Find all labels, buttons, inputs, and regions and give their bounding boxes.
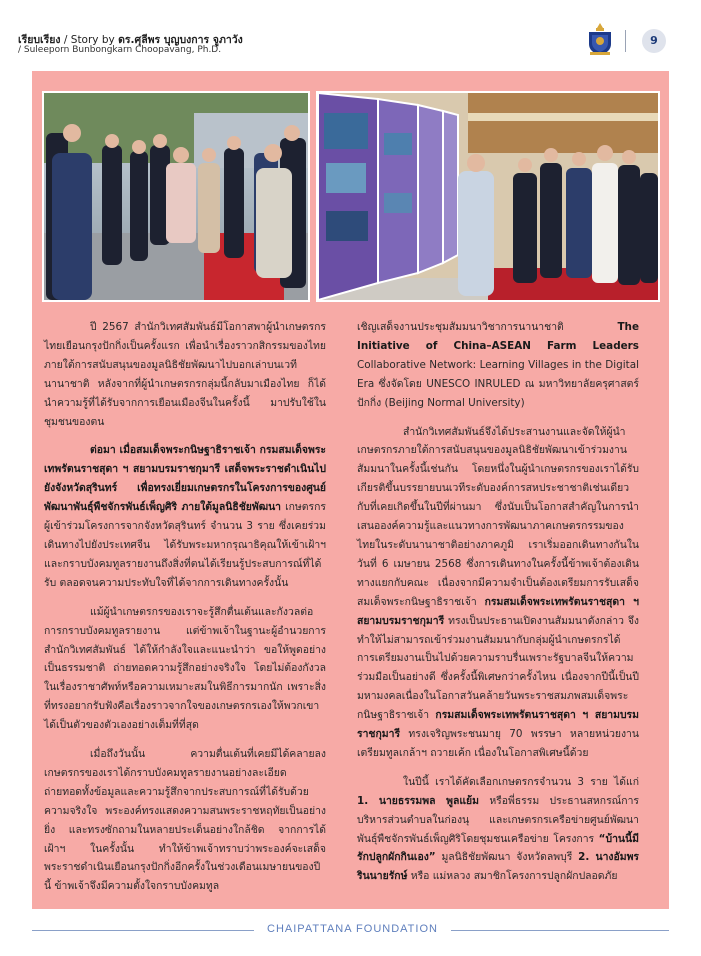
chaipattana-crest-icon (586, 22, 614, 56)
paragraph-text: ทรงเป็นประธานเปิดงานสัมมนาดังกล่าว จึงทำให้ไม่สามารถเข้าร่วมงานสัมมนากับกลุ่มผู้นำเกษตรกรได้ การเตรียมงานเป็นไปด้วยความราบรื่นเพราะรัฐบาลจีนให้ความร่วมมือเป็นอย่างดี ซึ่งครั้งนี้พิเศษกว่าครั้งไหน เนื่องจากปีนี้เป็นปีมหามงคลเนื่องในโอกาสวันคล้ายวันพระราชสมภพสมเด็จพระกนิษฐาธิราชเจ้า (357, 614, 639, 722)
paragraph (44, 441, 326, 592)
paragraph-text-bold: The Initiative of China–ASEAN Farm Leaders (357, 321, 639, 352)
paragraph-text-bold: กรมสมเด็จพระเทพรัตนราชสุดา ฯ สยามบรมราชกุมารี (357, 595, 639, 627)
footer-rule-left (32, 930, 254, 931)
story-label: เรียบเรียง (18, 34, 61, 46)
photo-delegation-group (42, 91, 310, 302)
article-column-left (44, 318, 326, 896)
paragraph-text: เชิญเสด็จงานประชุมสัมมนาวิชาการนานาชาติ (357, 321, 618, 333)
paragraph (357, 423, 639, 763)
paragraph-text: ปี 2567 สำนักวิเทศสัมพันธ์มีโอกาสพาผู้นำเกษตรกรไทยเยือนกรุงปักกิ่งเป็นครั้งแรก เพื่อนำเรื่องราวกสิกรรมของไทยภายใต้การสนับสนุนของมูลนิธิชัยพัฒนาไปบอกเล่าบนเวทีนานาชาติ หลังจากที่ผู้นำเกษตรกรกลุ่มนี้กลับมาเมืองไทย ก็ได้นำความรู้ที่ได้รับจากการเยือนเมืองจีนในครั้งนี้ มาปรับใช้ในชุมชนของตน (44, 321, 326, 428)
paragraph-text: แม้ผู้นำเกษตรกรของเราจะรู้สึกตื่นเต้นและกังวลต่อการกราบบังคมทูลรายงาน แต่ข้าพเจ้าในฐานะผู้อำนวยการสำนักวิเทศสัมพันธ์ ได้ให้กำลังใจและแนะนำว่า ขอให้พูดอย่างเป็นธรรมชาติ ถ่ายทอดความรู้สึกอย่างจริงใจ โดยไม่ต้องกังวลในเรื่องราชาศัพท์หรือความเหมาะสมในพิธีการมากนัก เพราะสิ่งที่ทรงอยากรับฟังคือเรื่องราวจากใจของเกษตรกรเองให้พวกเขาได้เป็นตัวของตัวเองอย่างเต็มที่ที่สุด (44, 605, 326, 732)
story-by-label: / Story by (60, 34, 119, 46)
delegation-photo-illustration (44, 93, 308, 300)
paragraph-text: มูลนิธิชัยพัฒนา จังหวัดลพบุรี (435, 851, 579, 864)
author-thai: ดร.ศุลีพร บุญบงการ จูภาวัง (118, 34, 243, 46)
author-english: / Suleeporn Bunbongkarn Choopavang, Ph.D. (18, 45, 222, 55)
paragraph (44, 318, 326, 431)
paragraph (44, 745, 326, 896)
footer-label: CHAIPATTANA FOUNDATION (267, 923, 438, 935)
footer-rule-right (451, 930, 669, 931)
paragraph (44, 603, 326, 735)
exhibition-photo-illustration (318, 93, 658, 300)
paragraph-text: ในปีนี้ เราได้คัดเลือกเกษตรกรจำนวน 3 ราย ได้แก่ (403, 775, 639, 788)
paragraph-text: ทรงเจริญพระชนมายุ 70 พรรษา หลายหน่วยงานเตรียมทูลเกล้าฯ ถวายเค้ก เนื่องในโอกาสพิเศษนี้ด้วย (357, 728, 639, 759)
paragraph-text: เกษตรกรผู้เข้าร่วมโครงการจากจังหวัดสุรินทร์ จำนวน 3 ราย ซึ่งเคยร่วมเดินทางไปยังประเทศจีน ได้รับพระมหากรุณาธิคุณให้เข้าเฝ้าฯ และกราบบังคมทูลรายงานถึงสิ่งที่ตนได้เรียนรู้ประสบการณ์ที่ได้รับ ตลอดจนความประทับใจที่ได้จากการเดินทางครั้งนั้น (44, 501, 326, 589)
paragraph-text-bold: กรมสมเด็จพระเทพรัตนราชสุดา ฯ สยามบรมราชกุมารี (357, 709, 639, 741)
photo-exhibition-hall (316, 91, 660, 302)
paragraph-text: หรือพี่ธรรม ประธานสหกรณ์การบริหารส่วนตำบลในก่องนุ และเกษตรกรเครือข่ายศูนย์พัฒนาพันธุ์พืชจักรพันธ์เพ็ญศิริโดยชุมชนเครือข่าย โครงการ (357, 794, 639, 845)
page-number-badge: 9 (642, 29, 666, 53)
article-column-right (357, 318, 639, 886)
paragraph-text-bold: 1. นายธรรมพล พูลแย้ม (357, 794, 479, 807)
paragraph-text-bold: 2. นางอัมพร รินนายรักษ์ (357, 851, 639, 883)
header-divider (625, 30, 626, 52)
paragraph-text: เมื่อถึงวันนั้น ความตื่นเต้นที่เคยมีได้คลายลง เกษตรกรของเราได้กราบบังคมทูลรายงานอย่างละเอียด ถ่ายทอดทั้งข้อมูลและความรู้สึกจากประสบการณ์ที่ได้รับด้วยความจริงใจ พระองค์ทรงแสดงความสนพระราชหฤทัยเป็นอย่างยิ่ง และทรงซักถามในหลายประเด็นอย่างใกล้ชิด จากการได้เฝ้าฯ ในครั้งนั้น ทำให้ข้าพเจ้าทราบว่าพระองค์จะเสด็จพระราชดำเนินเยือนกรุงปักกิ่งอีกครั้งในช่วงเดือนเมษายนของปีนี้ ข้าพเจ้าจึงมีความตั้งใจกราบบังคมทูล (44, 748, 326, 893)
paragraph-text-bold: ต่อมา เมื่อสมเด็จพระกนิษฐาธิราชเจ้า กรมสมเด็จพระเทพรัตนราชสุดา ฯ สยามบรมราชกุมารี เสด็จพระราชดำเนินไปยังจังหวัดสุรินทร์ เพื่อทรงเยี่ยมเกษตรกรในโครงการของศูนย์พัฒนาพันธุ์พืชจักรพันธ์เพ็ญศิริ ภายใต้มูลนิธิชัยพัฒนา (44, 444, 326, 514)
paragraph-text-bold: “บ้านนี้มีรักปลูกผักกินเอง” (357, 832, 639, 864)
paragraph-text: Collaborative Network: Learning Villages in the Digital Era ซึ่งจัดโดย UNESCO INRULED ณ มหาวิทยาลัยครุศาสตร์ปักกิ่ง (Beijing Normal University) (357, 358, 639, 409)
page-header (0, 0, 701, 60)
paragraph (357, 318, 639, 413)
paragraph (357, 773, 639, 886)
paragraph-text: หรือ แม่หลวง สมาชิกโครงการปลูกผักปลอดภัย (407, 870, 618, 883)
paragraph-text: สำนักวิเทศสัมพันธ์จึงได้ประสานงานและจัดให้ผู้นำเกษตรกรภายใต้การสนับสนุนของมูลนิธิชัยพัฒนาเข้าร่วมงานสัมมนาในครั้งนี้เช่นกัน โดยหนึ่งในผู้นำเกษตรกรของเราได้รับเกียรติขึ้นบรรยายบนเวทีระดับองค์การสหประชาชาติเช่นเดียวกับที่เคยเกิดขึ้นในปีที่ผ่านมา ซึ่งนับเป็นโอกาสสำคัญในการนำเสนอองค์ความรู้และแนวทางการพัฒนาภาคเกษตรกรรมของไทยในระดับนานาชาติอย่างภาคภูมิ เราเริ่มออกเดินทางกันในวันที่ 6 เมษายน 2568 ซึ่งการเดินทางในครั้งนี้ข้าพเจ้าต้องเดินทางแยกกับคณะ เนื่องจากมีความจำเป็นต้องเตรียมการรับเสด็จสมเด็จพระกนิษฐาธิราชเจ้า (357, 425, 639, 608)
